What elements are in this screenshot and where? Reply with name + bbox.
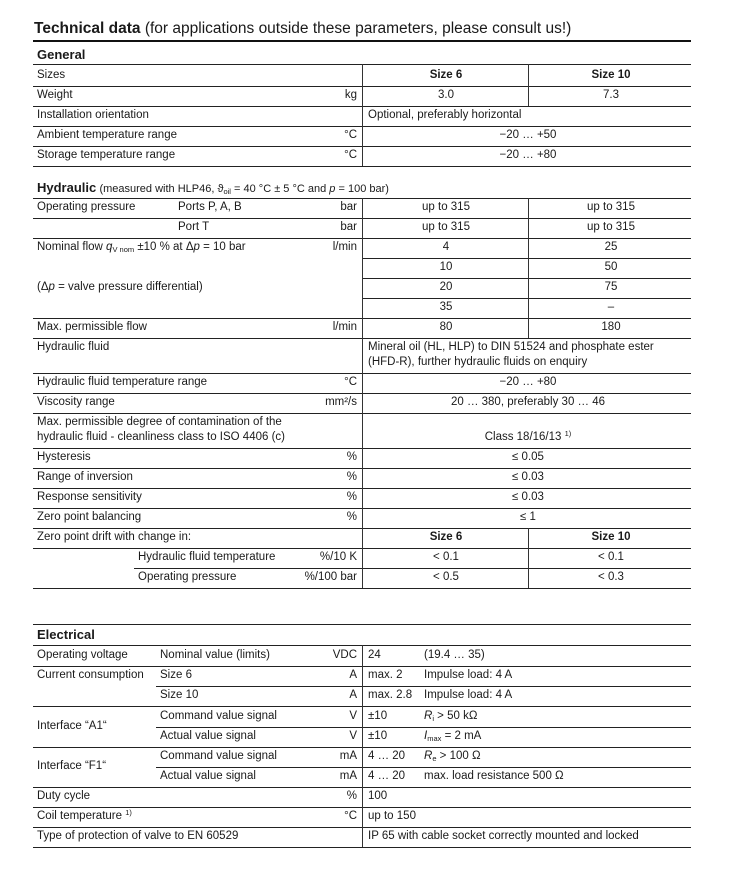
op-t-unit: bar xyxy=(340,221,357,233)
drift-size10-header: Size 10 xyxy=(591,531,631,543)
nominal-flow-label xyxy=(37,242,246,254)
a1-command-label: Command value signal xyxy=(160,710,277,722)
current-s10-unit: A xyxy=(349,689,357,701)
rule xyxy=(33,588,691,589)
flow-s10: 75 xyxy=(604,281,618,293)
drift-op-pressure-s10: < 0.3 xyxy=(598,571,624,583)
duty-cycle-unit: % xyxy=(346,790,357,802)
nominal-flow-unit: l/min xyxy=(332,241,357,253)
response-unit: % xyxy=(346,491,357,503)
rule xyxy=(362,278,691,279)
current-size6: Size 6 xyxy=(160,669,192,681)
general-heading: General xyxy=(37,47,86,62)
orientation-label: Installation orientation xyxy=(37,109,149,121)
col-line xyxy=(362,645,363,847)
a1-imax-sub: max xyxy=(427,734,442,743)
drift-op-pressure-unit: %/100 bar xyxy=(304,571,357,583)
ambient-label: Ambient temperature range xyxy=(37,129,177,141)
cond-p: p xyxy=(329,183,336,195)
op-pab-s10: up to 315 xyxy=(587,201,635,213)
inversion-label: Range of inversion xyxy=(37,471,133,483)
a1-actual-label: Actual value signal xyxy=(160,730,256,742)
fluid-value-1: Mineral oil (HL, HLP) to DIN 51524 and phosphate ester xyxy=(368,341,654,353)
col-line xyxy=(528,198,529,338)
a1-ri-val: > 50 kΩ xyxy=(433,710,478,722)
a1-ri-sub: i xyxy=(432,714,434,723)
zero-balancing-unit: % xyxy=(346,511,357,523)
response-label: Response sensitivity xyxy=(37,491,142,503)
drift-fluid-temp-s10: < 0.1 xyxy=(598,551,624,563)
rule xyxy=(134,568,691,569)
op-pressure-label: Operating pressure xyxy=(37,201,136,213)
weight-label: Weight xyxy=(37,89,73,101)
title-rule xyxy=(33,40,691,42)
sizes-label: Sizes xyxy=(37,69,66,81)
nf-b: ±10 % at Δ xyxy=(134,241,194,253)
rule xyxy=(33,847,691,848)
dp-a: (Δ xyxy=(37,281,49,293)
a1-command-value: ±10 xyxy=(368,710,388,722)
fluid-temp-value: −20 … +80 xyxy=(499,376,557,388)
f1-re: R xyxy=(424,750,433,762)
max-flow-s6: 80 xyxy=(439,321,453,333)
coil-temp-label xyxy=(37,808,132,823)
a1-actual-extra xyxy=(424,731,481,743)
fluid-temp-label: Hydraulic fluid temperature range xyxy=(37,376,208,388)
drift-fluid-temp-s6: < 0.1 xyxy=(433,551,459,563)
op-pab-s6: up to 315 xyxy=(422,201,470,213)
col-line xyxy=(528,64,529,106)
f1-command-unit: mA xyxy=(339,750,357,762)
current-s6-unit: A xyxy=(349,669,357,681)
hysteresis-label: Hysteresis xyxy=(37,451,91,463)
current-s10-impulse: Impulse load: 4 A xyxy=(424,689,513,701)
cond-c: = 100 bar) xyxy=(335,183,389,195)
f1-command-label: Command value signal xyxy=(160,750,277,762)
contam-footnote: 1) xyxy=(564,429,572,438)
rule xyxy=(362,298,691,299)
flow-s6: 35 xyxy=(439,301,453,313)
coil-footnote: 1) xyxy=(125,808,132,817)
drift-op-pressure-label: Operating pressure xyxy=(138,571,237,583)
protection-label: Type of protection of valve to EN 60529 xyxy=(37,830,239,842)
max-flow-label: Max. permissible flow xyxy=(37,321,147,333)
f1-command-value: 4 … 20 xyxy=(368,750,406,762)
protection-value: IP 65 with cable socket correctly mounted and locked xyxy=(368,830,639,842)
nf-p: p xyxy=(193,241,200,253)
drift-size6-header: Size 6 xyxy=(429,531,463,543)
drift-fluid-temp-label: Hydraulic fluid temperature xyxy=(138,551,276,563)
f1-re-sub: e xyxy=(432,754,437,763)
dp-note xyxy=(37,282,203,294)
storage-value: −20 … +80 xyxy=(499,149,557,161)
f1-actual-unit: mA xyxy=(339,770,357,782)
zero-drift-label: Zero point drift with change in: xyxy=(37,531,192,543)
hydraulic-conditions xyxy=(99,183,388,195)
a1-command-extra xyxy=(424,711,477,723)
a1-imax-val: = 2 mA xyxy=(441,730,482,742)
op-t-s10: up to 315 xyxy=(587,221,635,233)
fluid-value-2: (HFD-R), further hydraulic fluids on enquiry xyxy=(368,356,588,368)
a1-command-unit: V xyxy=(349,710,357,722)
inversion-value: ≤ 0.03 xyxy=(512,471,544,483)
title-bold: Technical data xyxy=(34,20,141,37)
flow-s10: – xyxy=(607,301,615,313)
zero-balancing-value: ≤ 1 xyxy=(520,511,536,523)
contam-class: Class 18/16/13 xyxy=(484,431,562,443)
flow-s10: 25 xyxy=(604,241,618,253)
a1-ri: R xyxy=(424,710,433,722)
nf-a: Nominal flow xyxy=(37,241,107,253)
op-voltage-range: (19.4 … 35) xyxy=(424,649,485,661)
port-t-label: Port T xyxy=(178,221,210,233)
inversion-unit: % xyxy=(346,471,357,483)
nf-c: = 10 bar xyxy=(199,241,246,253)
page-title xyxy=(34,21,571,37)
cond-b: = 40 °C ± 5 °C and xyxy=(230,183,330,195)
max-flow-s10: 180 xyxy=(601,321,621,333)
a1-actual-value: ±10 xyxy=(368,730,388,742)
a1-imax: I xyxy=(424,730,428,742)
storage-unit: °C xyxy=(344,149,357,161)
f1-actual-label: Actual value signal xyxy=(160,770,256,782)
current-s6-impulse: Impulse load: 4 A xyxy=(424,669,513,681)
max-flow-unit: l/min xyxy=(332,321,357,333)
ambient-value: −20 … +50 xyxy=(499,129,557,141)
flow-s10: 50 xyxy=(604,261,618,273)
op-voltage-label: Operating voltage xyxy=(37,649,128,661)
electrical-heading: Electrical xyxy=(37,627,95,642)
contamination-label-2: hydraulic fluid - cleanliness class to ISO 4406 (c) xyxy=(37,431,285,443)
f1-command-extra xyxy=(424,751,481,763)
op-t-s6: up to 315 xyxy=(422,221,470,233)
contamination-label-1: Max. permissible degree of contamination of the xyxy=(37,416,282,428)
orientation-value: Optional, preferably horizontal xyxy=(368,109,522,121)
flow-s6: 10 xyxy=(439,261,453,273)
weight-s10: 7.3 xyxy=(603,89,619,101)
title-note: (for applications outside these parameters, please consult us!) xyxy=(144,20,572,37)
viscosity-unit: mm²/s xyxy=(325,396,357,408)
nf-sub: V nom xyxy=(112,245,135,254)
hysteresis-value: ≤ 0.05 xyxy=(512,451,544,463)
duty-cycle-label: Duty cycle xyxy=(37,790,91,802)
contamination-value xyxy=(484,429,572,444)
rule xyxy=(33,624,691,625)
coil-temp-text: Coil temperature xyxy=(37,810,123,822)
flow-s6: 20 xyxy=(439,281,453,293)
duty-cycle-value: 100 xyxy=(368,790,388,802)
port-pab-label: Ports P, A, B xyxy=(178,201,242,213)
op-pab-unit: bar xyxy=(340,201,357,213)
hydraulic-heading-line xyxy=(37,181,389,196)
cond-a: (measured with HLP46, ϑ xyxy=(99,183,224,195)
weight-unit: kg xyxy=(344,89,357,101)
col-line xyxy=(528,528,529,588)
rule xyxy=(33,166,691,167)
f1-re-val: > 100 Ω xyxy=(436,750,481,762)
storage-label: Storage temperature range xyxy=(37,149,176,161)
rule xyxy=(156,727,691,728)
col-line xyxy=(362,64,363,166)
size10-header: Size 10 xyxy=(591,69,631,81)
current-label: Current consumption xyxy=(37,669,144,681)
size6-header: Size 6 xyxy=(429,69,463,81)
weight-s6: 3.0 xyxy=(438,89,454,101)
dp-p: p xyxy=(48,281,55,293)
zero-balancing-label: Zero point balancing xyxy=(37,511,142,523)
drift-fluid-temp-unit: %/10 K xyxy=(319,551,357,563)
viscosity-value: 20 … 380, preferably 30 … 46 xyxy=(450,396,606,408)
dp-b: = valve pressure differential) xyxy=(54,281,203,293)
drift-op-pressure-s6: < 0.5 xyxy=(433,571,459,583)
response-value: ≤ 0.03 xyxy=(512,491,544,503)
coil-temp-value: up to 150 xyxy=(368,810,416,822)
hysteresis-unit: % xyxy=(346,451,357,463)
op-voltage-sub: Nominal value (limits) xyxy=(160,649,270,661)
op-voltage-value: 24 xyxy=(368,649,381,661)
current-s10-value: max. 2.8 xyxy=(368,689,413,701)
rule xyxy=(156,767,691,768)
coil-temp-unit: °C xyxy=(344,810,357,822)
flow-s6: 4 xyxy=(442,241,450,253)
op-voltage-unit: VDC xyxy=(332,649,357,661)
current-size10: Size 10 xyxy=(160,689,199,701)
viscosity-label: Viscosity range xyxy=(37,396,115,408)
f1-actual-value: 4 … 20 xyxy=(368,770,406,782)
a1-actual-unit: V xyxy=(349,730,357,742)
col-line xyxy=(362,198,363,588)
fluid-temp-unit: °C xyxy=(344,376,357,388)
rule xyxy=(156,686,691,687)
hydraulic-heading: Hydraulic xyxy=(37,180,97,195)
f1-actual-extra: max. load resistance 500 Ω xyxy=(424,770,564,782)
ambient-unit: °C xyxy=(344,129,357,141)
nf-q: q xyxy=(106,241,113,253)
interface-f1-label: Interface “F1“ xyxy=(37,760,107,772)
fluid-label: Hydraulic fluid xyxy=(37,341,110,353)
current-s6-value: max. 2 xyxy=(368,669,403,681)
interface-a1-label: Interface “A1“ xyxy=(37,720,107,732)
cond-oil: oil xyxy=(223,187,231,196)
rule xyxy=(362,258,691,259)
